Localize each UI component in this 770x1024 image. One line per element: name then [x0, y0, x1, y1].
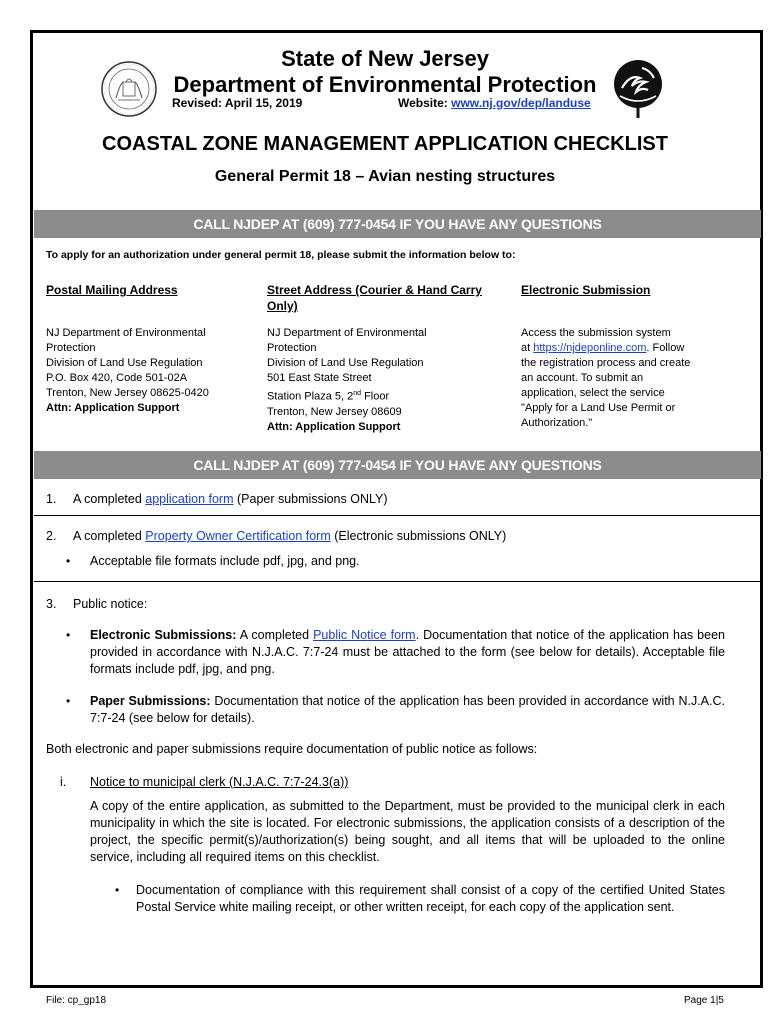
postal-line: Trenton, New Jersey 08625-0420 — [46, 387, 209, 399]
electronic-line: the registration process and create — [521, 357, 691, 369]
header-department: Department of Environmental Protection — [173, 72, 597, 97]
postal-attn: Attn: Application Support — [46, 402, 180, 414]
street-address — [267, 326, 497, 435]
website-link[interactable]: www.nj.gov/dep/landuse — [451, 96, 591, 110]
public-notice-form-link[interactable]: Public Notice form — [313, 628, 416, 642]
bullet-icon: • — [66, 554, 71, 568]
call-banner-top: CALL NJDEP AT (609) 777-0454 IF YOU HAVE ANY QUESTIONS — [34, 210, 761, 238]
electronic-submission — [521, 326, 741, 431]
divider — [34, 581, 761, 582]
street-city: Trenton, New Jersey 08609 — [267, 405, 402, 418]
street-line: Division of Land Use Regulation — [267, 357, 424, 369]
paper-submissions-text — [90, 693, 725, 727]
paper-label: Paper Submissions: — [90, 694, 211, 708]
station-sup: nd — [353, 390, 362, 397]
electronic-post: . Follow — [646, 342, 685, 354]
divider — [34, 515, 761, 516]
intro-text: To apply for an authorization under general permit 18, please submit the information below to: — [46, 249, 516, 261]
page-subtitle: General Permit 18 – Avian nesting structures — [214, 168, 556, 185]
subsection-number: i. — [60, 775, 67, 789]
header-state: State of New Jersey — [281, 46, 489, 71]
revised-date: Revised: April 15, 2019 — [172, 96, 303, 110]
item-3-label: Public notice: — [73, 597, 148, 611]
subsection-heading: Notice to municipal clerk (N.J.A.C. 7:7-24.3(a)) — [90, 775, 349, 789]
njdeponline-link[interactable]: https://njdeponline.com — [533, 342, 647, 354]
item-2-post: (Electronic submissions ONLY) — [330, 529, 507, 543]
electronic-link-line — [521, 341, 741, 356]
website-label: Website: — [398, 96, 448, 110]
postal-address — [46, 326, 256, 416]
item-1-post: (Paper submissions ONLY) — [233, 492, 388, 506]
electronic-line: Authorization." — [521, 417, 593, 429]
electronic-line: application, select the service — [521, 387, 665, 399]
station-post: Floor — [361, 390, 390, 403]
bullet-icon: • — [66, 694, 71, 708]
postal-heading: Postal Mailing Address — [46, 283, 178, 297]
item-1-pre: A completed — [73, 492, 146, 506]
property-owner-certification-link[interactable]: Property Owner Certification form — [145, 529, 331, 543]
postal-line: NJ Department of Environmental — [46, 327, 206, 339]
item-2 — [73, 528, 753, 545]
footer-page: Page 1|5 — [684, 995, 724, 1006]
both-submissions-text: Both electronic and paper submissions require documentation of public notice as follows: — [46, 742, 538, 756]
item-2-number: 2. — [46, 529, 57, 543]
electronic-label: Electronic Submissions: — [90, 628, 237, 642]
subsection-paragraph: A copy of the entire application, as submitted to the Department, must be provided to the municipal clerk in each municipality in which the site is located. For electronic submissions, the application consists of a description of the project, the specific permit(s)/authorization(s) being sought, and all items that will be uploaded to the online service, including all required items on this checklist. — [90, 799, 725, 864]
bullet-icon: • — [115, 883, 120, 897]
electronic-submissions-text — [90, 627, 725, 678]
item-2-bullet: Acceptable file formats include pdf, jpg, and png. — [90, 554, 360, 568]
page-title: COASTAL ZONE MANAGEMENT APPLICATION CHECKLIST — [102, 133, 668, 155]
electronic-heading: Electronic Submission — [521, 283, 651, 297]
item-1-number: 1. — [46, 492, 57, 506]
bullet-icon: • — [66, 628, 71, 642]
electronic-post-text: . Documentation that notice of the application has been provided in accordance with N.J.A.C. 7:7-24 must be attached to the form (see below for details). Acceptable file formats include pdf, jpg, and png. — [90, 628, 725, 676]
electronic-line: Access the submission system — [521, 327, 671, 339]
postal-line: Protection — [46, 342, 96, 354]
electronic-pre-text: A completed — [236, 628, 314, 642]
electronic-line: an account. To submit an — [521, 372, 644, 384]
street-line: NJ Department of Environmental — [267, 327, 427, 339]
postal-line: P.O. Box 420, Code 501-02A — [46, 372, 188, 384]
street-station-line — [267, 386, 497, 405]
street-heading: Street Address (Courier & Hand Carry Only) — [267, 283, 482, 313]
street-line: 501 East State Street — [267, 372, 372, 384]
street-attn: Attn: Application Support — [267, 420, 401, 433]
electronic-line: "Apply for a Land Use Permit or — [521, 402, 676, 414]
electronic-pre: at — [521, 342, 534, 354]
item-1 — [73, 491, 753, 508]
footer-file: File: cp_gp18 — [46, 995, 107, 1006]
station-pre: Station Plaza 5, 2 — [267, 390, 354, 403]
subsection-bullet: Documentation of compliance with this requirement shall consist of a copy of the certified United States Postal Service white mailing receipt, or other written receipt, for each copy of the application sent. — [136, 883, 725, 914]
item-2-pre: A completed — [73, 529, 146, 543]
paper-text: Documentation that notice of the application has been provided in accordance with N.J.A.C. 7:7-24 (see below for details). — [90, 694, 725, 725]
street-line: Protection — [267, 342, 317, 354]
postal-line: Division of Land Use Regulation — [46, 357, 203, 369]
call-banner-bottom: CALL NJDEP AT (609) 777-0454 IF YOU HAVE ANY QUESTIONS — [34, 451, 761, 479]
application-form-link[interactable]: application form — [145, 492, 234, 506]
website-line — [398, 96, 591, 110]
item-3-number: 3. — [46, 597, 57, 611]
